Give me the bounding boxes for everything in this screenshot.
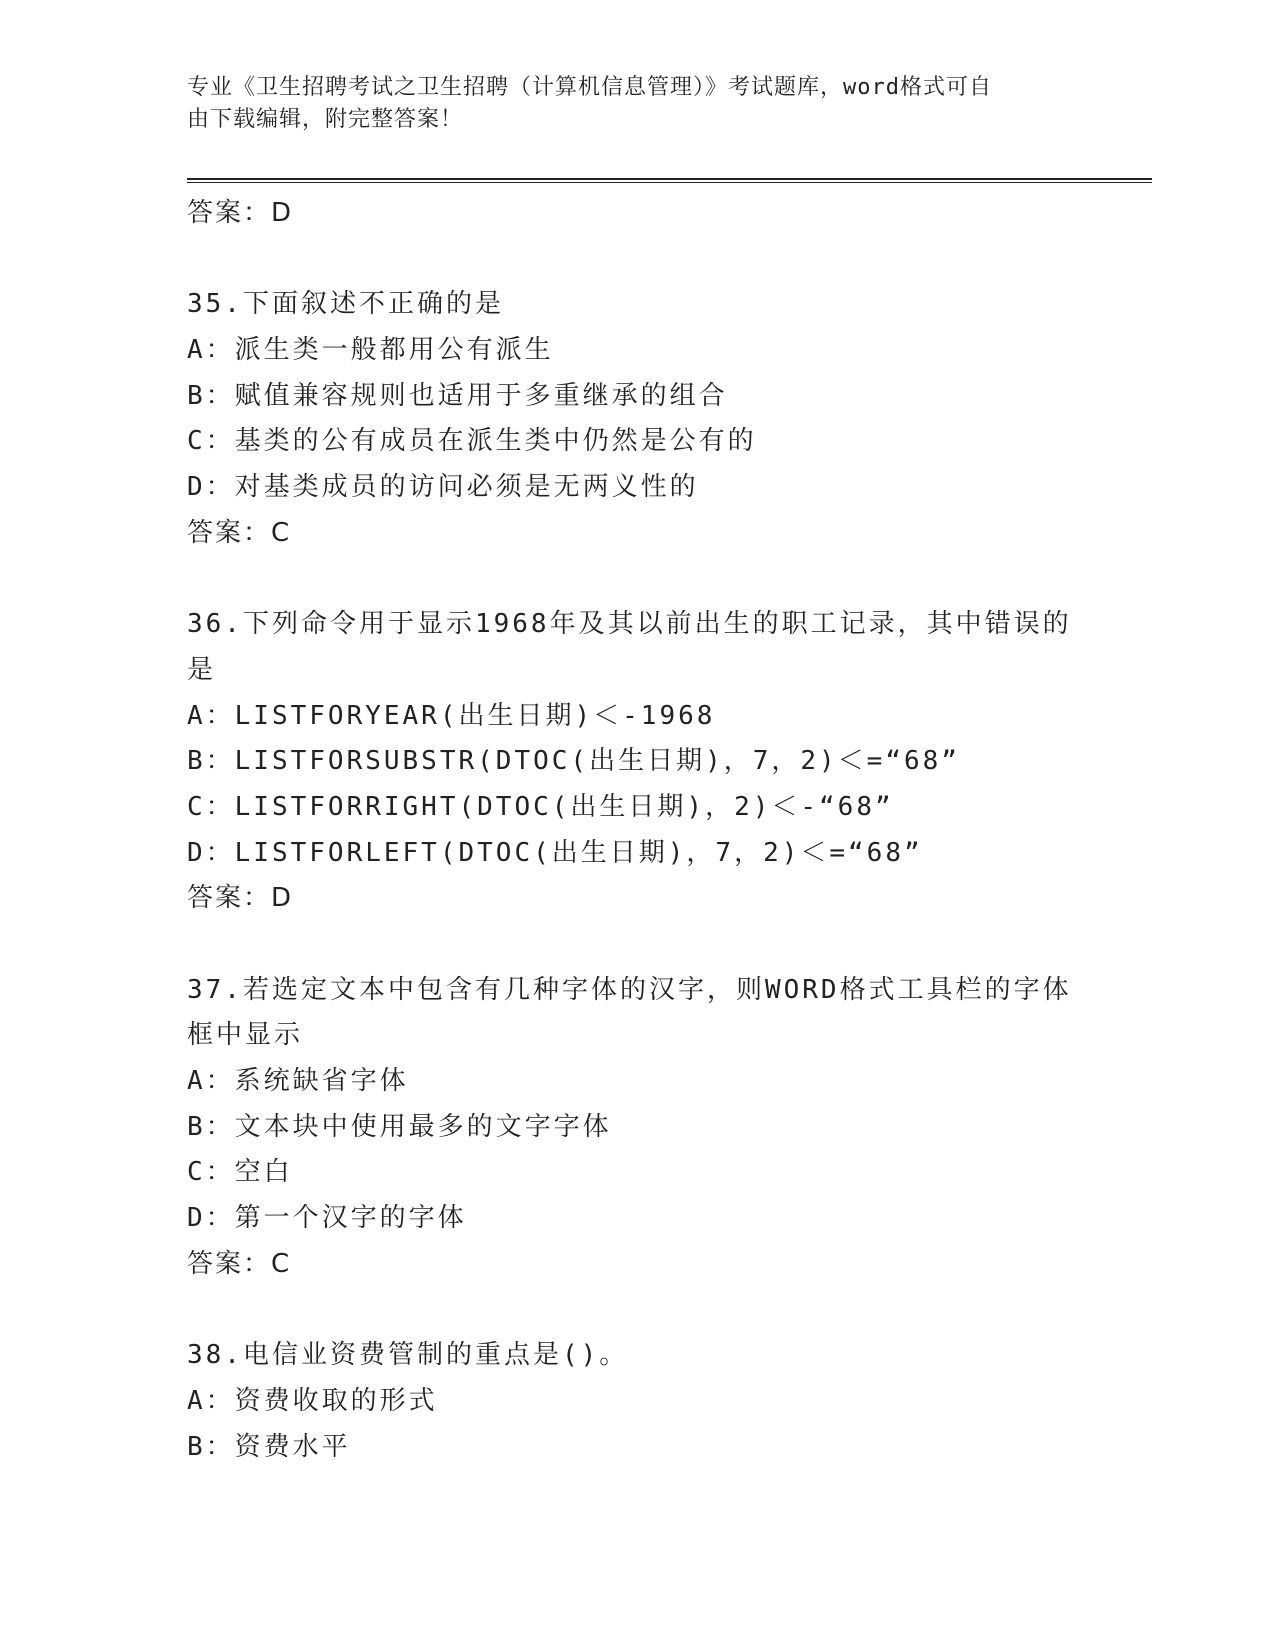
option-a: A：派生类一般都用公有派生: [187, 335, 554, 366]
option-a: A：资费收取的形式: [187, 1385, 438, 1416]
option-a: A：系统缺省字体: [187, 1066, 409, 1097]
option-c: C：空白: [187, 1157, 293, 1188]
spacer: [187, 557, 1067, 603]
option-d: D：对基类成员的访问必须是无两义性的: [187, 472, 699, 503]
question-text: 36.下列命令用于显示1968年及其以前出生的职工记录，其中错误的: [187, 609, 1072, 640]
question-text-continued: 是: [187, 654, 217, 685]
option-d: D：第一个汉字的字体: [187, 1203, 467, 1234]
spacer: [187, 922, 1067, 968]
header-line-2: 由下载编辑，附完整答案！: [187, 107, 464, 132]
option-b: B：文本块中使用最多的文字字体: [187, 1111, 612, 1142]
header-divider: [187, 178, 1152, 183]
document-header: [187, 72, 1067, 136]
option-a: A：LISTFORYEAR(出生日期)＜-1968: [187, 700, 716, 731]
option-b: B：赋值兼容规则也适用于多重继承的组合: [187, 380, 728, 411]
option-b: B：资费水平: [187, 1431, 351, 1462]
answer: 答案：D: [187, 883, 294, 914]
option-c: C：LISTFORRIGHT(DTOC(出生日期)，2)＜-“68”: [187, 791, 894, 822]
question-block: [187, 1333, 1067, 1470]
question-text: 37.若选定文本中包含有几种字体的汉字，则WORD格式工具栏的字体: [187, 974, 1072, 1005]
question-text: 35.下面叙述不正确的是: [187, 289, 504, 320]
option-b: B：LISTFORSUBSTR(DTOC(出生日期)，7，2)＜=“68”: [187, 746, 960, 777]
question-block: [187, 282, 1067, 556]
question-list: [187, 191, 1072, 1470]
spacer: [187, 1288, 1067, 1334]
question-text: 38.电信业资费管制的重点是()。: [187, 1340, 629, 1371]
header-line-1: 专业《卫生招聘考试之卫生招聘（计算机信息管理）》考试题库，word格式可自: [187, 75, 992, 100]
answer: 答案：C: [187, 517, 292, 548]
spacer: [187, 237, 1067, 283]
previous-answer: 答案：D: [187, 198, 294, 228]
question-block: [187, 968, 1072, 1288]
question-block: [187, 602, 1072, 922]
answer: 答案：C: [187, 1248, 292, 1279]
option-d: D：LISTFORLEFT(DTOC(出生日期)，7，2)＜=“68”: [187, 837, 923, 868]
question-text-continued: 框中显示: [187, 1020, 304, 1051]
option-c: C：基类的公有成员在派生类中仍然是公有的: [187, 426, 757, 457]
